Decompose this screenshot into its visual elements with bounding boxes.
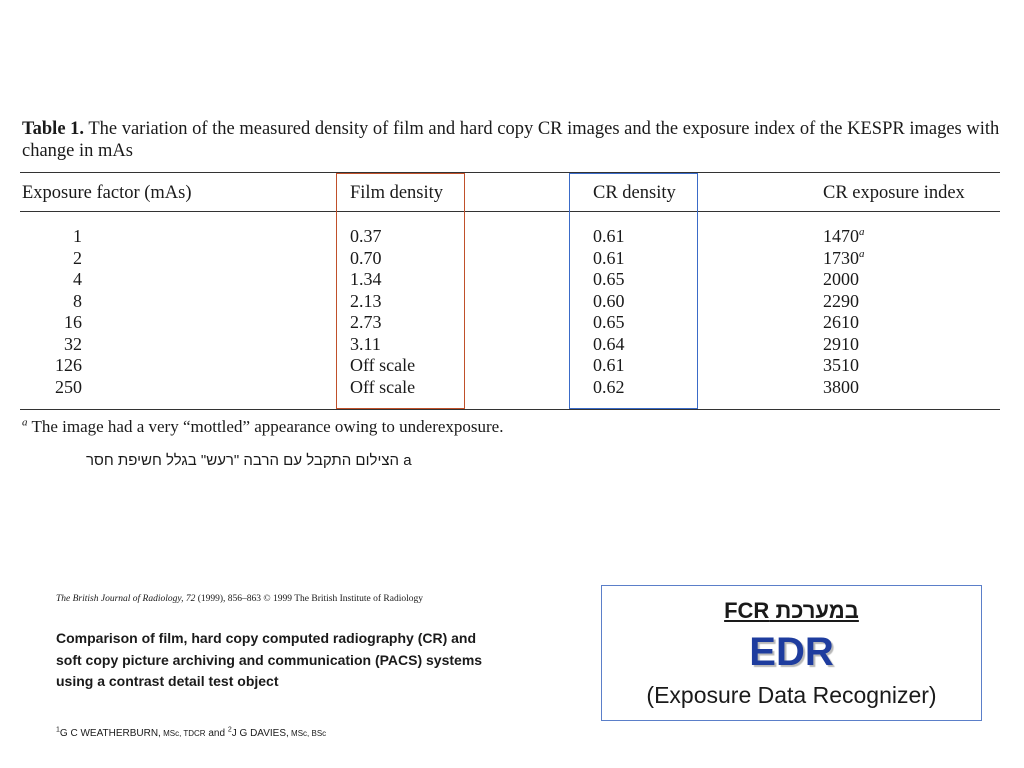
cell-cr-density-value: 0.65 [593,269,625,289]
journal-details: (1999), 856–863 © 1999 The British Institute of Radiology [195,594,423,604]
cell-cr-density-value: 0.62 [593,376,625,397]
cell-exposure-factor [22,269,82,291]
paper-title: Comparison of film, hard copy computed radiography (CR) and soft copy picture archiving and communication (PACS) systems using a contrast detail test object [56,630,483,689]
header-cr-exposure-index: CR exposure index [823,183,965,203]
table-footnote [22,417,503,437]
cell-cr-exposure-index-value: 2910 [823,333,859,354]
fcr-edr-callout [601,585,982,721]
table-header-rule [20,211,1000,212]
cell-cr-exposure-index [823,334,859,356]
cell-cr-exposure-index [823,377,859,399]
table-top-rule [20,172,1000,173]
cell-cr-density-value: 0.61 [593,226,625,246]
cell-cr-exposure-index [823,248,865,270]
cell-cr-exposure-index [823,355,859,377]
cell-cr-exposure-index [823,291,859,313]
cell-exposure-factor [22,377,82,399]
cell-exposure-factor-value: 16 [64,312,82,332]
film-density-highlight-box [336,173,465,409]
cell-cr-exposure-index-value: 2000 [823,269,859,289]
cell-cr-exposure-index-value: 3510 [823,355,859,375]
cell-exposure-factor-value: 4 [73,269,82,289]
cell-film-density-value: Off scale [350,355,416,375]
footnote-mark: a [22,416,28,429]
cell-cr-exposure-index [823,312,859,334]
cell-exposure-factor [22,291,82,313]
cell-film-density-value: 1.34 [350,269,382,289]
cell-exposure-factor-value: 8 [73,290,82,311]
cell-cr-density-value: 0.64 [593,333,625,354]
footnote-reference: a [859,247,865,260]
author1-affiliation-mark: 1 [56,726,60,734]
cell-exposure-factor-value: 32 [64,333,82,354]
footnote-text: The image had a very “mottled” appearance owing to underexposure. [27,417,504,436]
cell-exposure-factor-value: 250 [55,376,82,397]
table-label: Table 1. [22,119,85,139]
cell-film-density-value: 2.73 [350,312,382,332]
cell-cr-density-value: 0.61 [593,247,625,268]
cell-cr-exposure-index-value: 3800 [823,376,859,397]
cell-cr-exposure-index-value: 1470 [823,226,859,246]
cell-exposure-factor [22,312,82,334]
table-caption-text: The variation of the measured density of film and hard copy CR images and the exposure index of the KESPR images with change in mAs [22,119,1000,161]
footnote-reference: a [859,226,865,238]
authors-and: and [205,728,228,739]
cell-cr-exposure-index-value: 1730 [823,247,859,268]
cell-exposure-factor [22,226,82,248]
author2-name: J G DAVIES, [231,728,289,739]
author2-affiliation-mark: 2 [227,726,232,734]
edr-full-name: (Exposure Data Recognizer) [646,682,937,708]
cell-film-density-value: 3.11 [350,333,381,354]
journal-name: The British Journal of Radiology, 72 [56,594,196,604]
header-exposure-factor: Exposure factor (mAs) [22,183,192,203]
cell-cr-exposure-index [823,269,859,291]
cell-cr-density-value: 0.61 [593,355,625,375]
cell-exposure-factor [22,355,82,377]
cell-cr-density-value: 0.60 [593,290,625,311]
journal-citation [56,594,423,604]
table-caption [22,118,1002,162]
fcr-title: במערכת FCR [724,598,859,623]
cell-cr-exposure-index [823,226,865,248]
cell-cr-density-value: 0.65 [593,312,625,332]
table-bottom-rule [20,409,1000,410]
header-cr-density: CR density [593,183,676,203]
paper-authors [56,728,326,739]
cell-cr-exposure-index-value: 2290 [823,290,859,311]
cell-film-density-value: Off scale [350,376,416,397]
cell-film-density-value: 0.70 [350,247,382,268]
cell-cr-exposure-index-value: 2610 [823,312,859,332]
cell-exposure-factor-value: 1 [73,226,82,246]
header-film-density: Film density [350,183,444,203]
cell-exposure-factor [22,248,82,270]
author1-name: G C WEATHERBURN, [59,728,161,739]
cell-exposure-factor-value: 2 [73,247,82,268]
author2-degrees: MSc, BSc [288,729,327,738]
cell-exposure-factor [22,334,82,356]
edr-acronym: EDR [749,630,834,674]
cr-density-highlight-box [569,173,698,409]
cell-film-density-value: 0.37 [350,226,382,246]
hebrew-footnote-translation: a הצילום התקבל עם הרבה "רעש" בגלל חשיפת חסר [86,452,412,469]
cell-film-density-value: 2.13 [350,290,382,311]
author1-degrees: MSc, TDCR [160,729,206,738]
cell-exposure-factor-value: 126 [55,355,82,375]
